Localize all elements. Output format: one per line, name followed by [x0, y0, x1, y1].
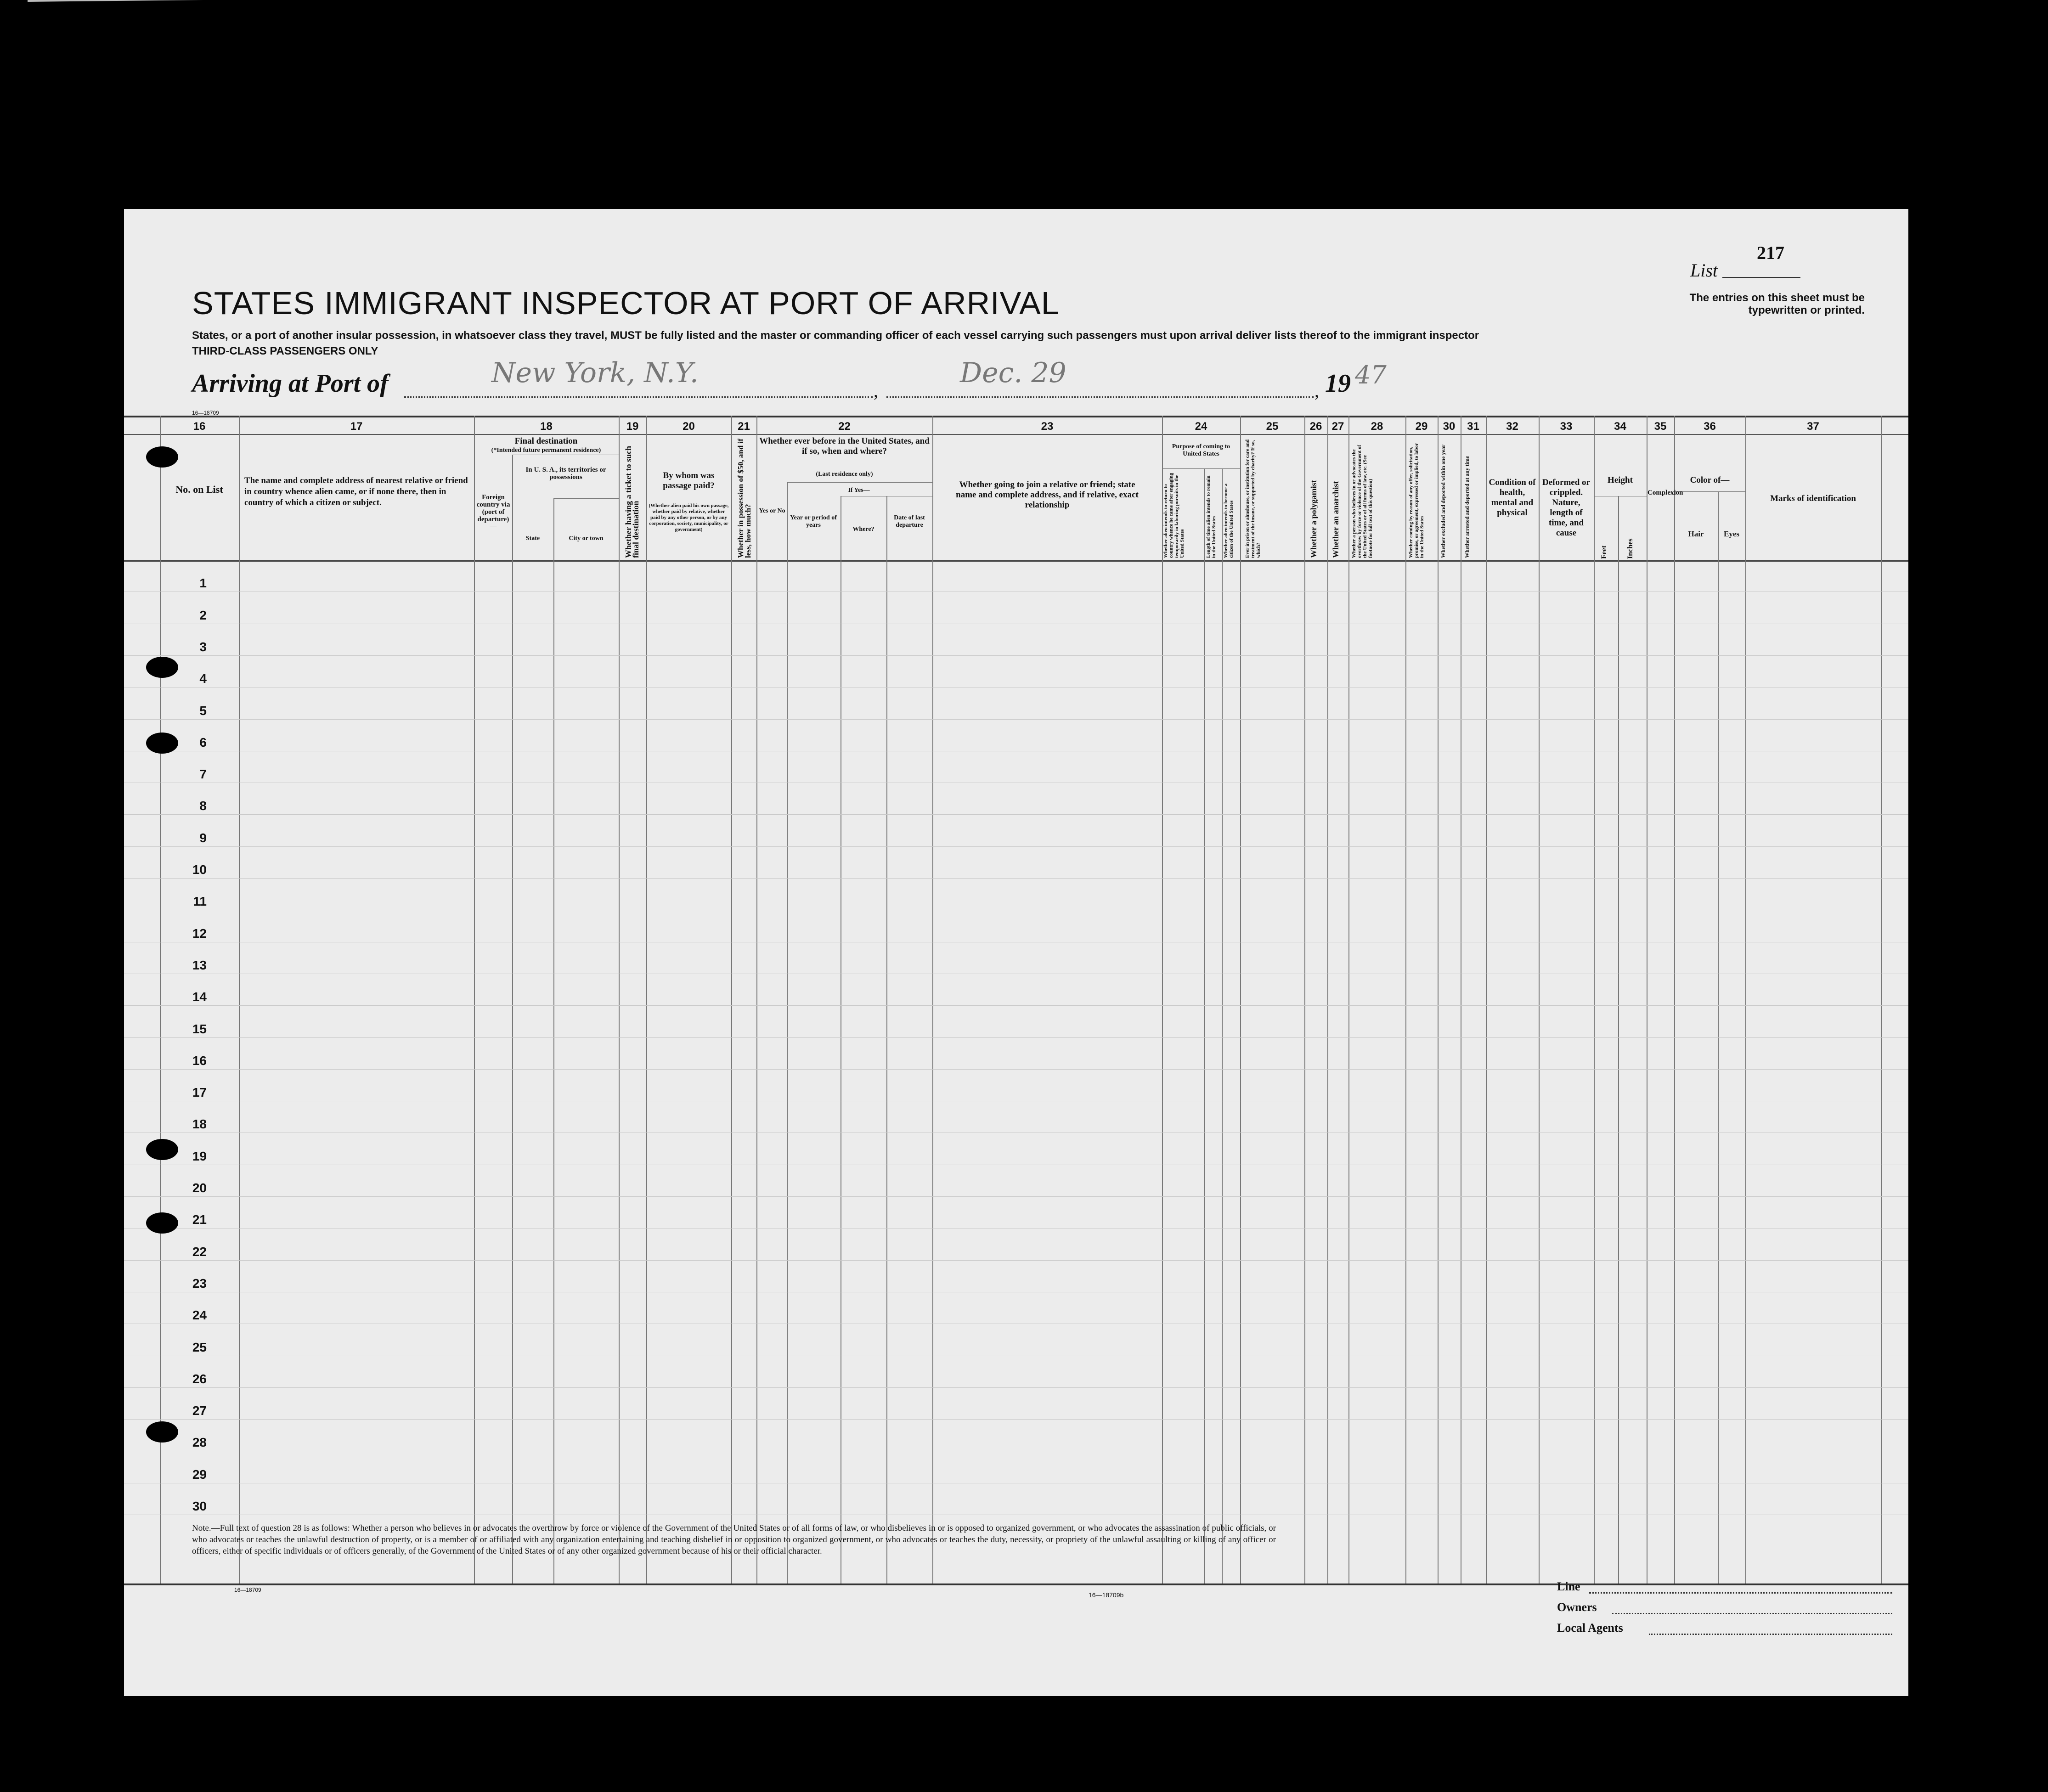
- col-32-header: Condition of health, mental and physical: [1489, 478, 1536, 518]
- row-line: [124, 719, 1908, 720]
- col-22-note: (Last residence only): [816, 471, 873, 478]
- row-number: 24: [192, 1308, 207, 1323]
- row-number: 2: [199, 608, 207, 622]
- footnote-question-28: Note.—Full text of question 28 is as follows: Whether a person who believes in or advocates the overthrow by force or violence of the Government of the United States or of all forms of law, or who disbelieves in or is opposed to organized government, or who advocates the assassination of public officials, or who advocates or teaches the unlawful destruction of property, or is a member of or affiliated with any organization entertaining and teaching disbelief in or opposition to organized government, or who advocates or teaches the duty, necessity, or propriety of the unlawful assaulting or killing of any officer or officers, either of specific individuals or of officers generally, of the Government of the United States or of any other organized government because of his or their official character.: [192, 1523, 1276, 1556]
- col-num-17: 17: [350, 420, 363, 433]
- port-line: [404, 396, 873, 398]
- row-number: 19: [192, 1149, 207, 1163]
- row-number: 22: [192, 1244, 207, 1259]
- row-number: 30: [192, 1499, 207, 1513]
- row-number: 13: [192, 958, 207, 972]
- col-num-16: 16: [193, 420, 206, 433]
- col-num-33: 33: [1560, 420, 1573, 433]
- line-label: Line: [1557, 1580, 1580, 1593]
- owners-field[interactable]: [1612, 1613, 1892, 1614]
- col-36-hair: Hair: [1688, 530, 1704, 538]
- col-num-21: 21: [738, 420, 750, 433]
- row-number: 28: [192, 1435, 207, 1450]
- col-num-34: 34: [1614, 420, 1626, 433]
- manifest-table: [124, 416, 1908, 1583]
- row-number: 1: [199, 576, 207, 591]
- row-line: [124, 1387, 1908, 1388]
- col-25-header: Ever in prison or almshouse, or institution for care and treatment of the insane, or supported by charity? If so, which?: [1245, 439, 1261, 558]
- col-20-note: (Whether alien paid his own passage, whether paid by relative, whether paid by any other person, or by any corporation, society, municipality, or government): [649, 503, 729, 532]
- form-title: STATES IMMIGRANT INSPECTOR AT PORT OF ARRIVAL: [192, 285, 1060, 321]
- col-22-yesno: Yes or No: [759, 507, 785, 514]
- col-num-26: 26: [1309, 420, 1322, 433]
- port-handwritten: New York, N.Y.: [491, 357, 699, 389]
- year-handwritten: 47: [1355, 361, 1387, 389]
- col-24-citizen: Whether alien intends to become a citizen of the United States: [1223, 483, 1234, 558]
- footer-form-code: 16—18709b: [1089, 1591, 1124, 1599]
- row-line: [124, 655, 1908, 656]
- binder-hole: [146, 657, 178, 678]
- arriving-label: Arriving at Port of: [192, 369, 389, 398]
- col-22-date: Date of last departure: [894, 514, 925, 529]
- binder-hole: [146, 1139, 178, 1160]
- binder-hole: [146, 1421, 178, 1443]
- binder-hole: [146, 446, 178, 468]
- col-24-length: Length of time alien intends to remain in the United States: [1206, 475, 1217, 558]
- row-line: [124, 1419, 1908, 1420]
- col-num-25: 25: [1266, 420, 1279, 433]
- col-18-city: City or town: [569, 535, 604, 542]
- binder-hole: [146, 733, 178, 754]
- col-num-37: 37: [1807, 420, 1819, 433]
- form-code: 16—18709: [192, 410, 219, 416]
- col-24-header: Purpose of coming to United States: [1172, 443, 1230, 457]
- row-number: 6: [199, 735, 207, 749]
- row-line: [124, 814, 1908, 815]
- col-22-ifyes: If Yes—: [848, 487, 870, 494]
- row-line: [124, 1196, 1908, 1197]
- list-label: List: [1690, 260, 1718, 281]
- col-16-header: No. on List: [175, 484, 223, 495]
- col-20-header: By whom was passage paid?: [663, 471, 715, 490]
- col-37-header: Marks of identification: [1770, 494, 1856, 503]
- row-line: [124, 1260, 1908, 1261]
- col-22-header: Whether ever before in the United States, and if so, when and where?: [759, 436, 930, 456]
- col-18-state: State: [525, 535, 540, 542]
- col-33-header: Deformed or crippled. Nature, length of time, and cause: [1542, 478, 1590, 538]
- col-21-header: Whether in possession of $50, and if less, how much?: [736, 439, 752, 558]
- col-24-return: Whether alien intends to return to country whence he came after engaging temporarily in laboring pursuits in the United States: [1163, 473, 1185, 558]
- row-number: 9: [199, 830, 207, 845]
- row-number: 10: [192, 862, 207, 877]
- row-number: 8: [199, 799, 207, 813]
- col-22-period: Year or period of years: [790, 514, 837, 529]
- col-num-18: 18: [540, 420, 553, 433]
- col-18-header: Final destination: [514, 436, 578, 446]
- row-number: 23: [192, 1276, 207, 1290]
- row-number: 5: [199, 703, 207, 718]
- date-line: [886, 396, 1314, 398]
- row-number: 18: [192, 1117, 207, 1132]
- year-prefix: 19: [1325, 369, 1351, 398]
- row-line: [124, 878, 1908, 879]
- col-18-note: (*Intended future permanent residence): [491, 447, 601, 454]
- col-35-header: Complexion: [1647, 489, 1683, 496]
- typewritten-note: The entries on this sheet must be typewritten or printed.: [1689, 292, 1865, 316]
- binder-hole: [146, 1212, 178, 1234]
- row-number: 20: [192, 1181, 207, 1195]
- col-34-inches: Inches: [1626, 538, 1634, 559]
- col-34-header: Height: [1608, 475, 1633, 485]
- col-34-feet: Feet: [1600, 545, 1608, 559]
- col-num-30: 30: [1443, 420, 1456, 433]
- col-26-header: Whether a polygamist: [1309, 480, 1318, 558]
- col-num-32: 32: [1506, 420, 1518, 433]
- row-line: [124, 1005, 1908, 1006]
- row-number: 7: [199, 767, 207, 782]
- grid-form-code: 16—18709: [234, 1587, 261, 1593]
- row-number: 12: [192, 926, 207, 941]
- line-field[interactable]: [1589, 1592, 1892, 1594]
- row-number: 25: [192, 1340, 207, 1354]
- col-num-36: 36: [1704, 420, 1716, 433]
- list-number: 217: [1757, 242, 1784, 263]
- row-number: 26: [192, 1371, 207, 1386]
- owners-label: Owners: [1557, 1600, 1597, 1614]
- date-handwritten: Dec. 29: [960, 357, 1066, 389]
- row-line: [124, 1069, 1908, 1070]
- form-instructions: States, or a port of another insular possession, in whatsoever class they travel, MUST be fully listed and the master or commanding officer of each vessel carrying such passengers must upon arrival deliver lists thereof to the immigrant inspector: [192, 329, 1479, 342]
- row-number: 27: [192, 1403, 207, 1418]
- col-17-header: The name and complete address of nearest relative or friend in country whence alien came, or if none there, then in country of which a citizen or subject.: [244, 476, 468, 507]
- scan-edge-line: [28, 0, 2048, 57]
- col-36-header: Color of—: [1690, 475, 1730, 485]
- row-number: 3: [199, 639, 207, 654]
- row-number: 14: [192, 990, 207, 1004]
- col-23-header: Whether going to join a relative or friend; state name and complete address, and if relative, exact relationship: [956, 480, 1139, 510]
- manifest-sheet: STATES IMMIGRANT INSPECTOR AT PORT OF ARRIVAL States, or a port of another insular possession, in whatsoever class they travel, MUST be fully listed and the master or commanding officer of each vessel carrying such passengers must upon arrival deliver lists thereof to the immigrant inspector THIRD-CLASS PASSENGERS ONLY 217 List The entries on this sheet must be typewritten or printed. Arriving at Port of New York, N.Y. , Dec. 29 , 19 47 16—18709 1 2 3 4 5 6 7 8 9 10 11 12 13 14 15 16 17 18 19 20 21 22 23 24 25 26 27 28 29 30 16 17 18 19 20 21 22 23 24 25 26 27 28 29 30 31 32 33 34 35 36 37 No. on List The name and complete address of nearest relative or friend in country whence alien came, or if none there, then in country of which a citizen or subject. Final destination (*Intended future permanent residence) Foreign country via (port of departure)— In U. S. A., its territories or possessions State City or town Whether having a ticket to such final destination By whom was passage paid? (Whether alien paid his own passage, whether paid by relative, whether paid by any other person, or by any corporation, society, municipality, or government) Whether in possession of $50, and if less, how much? Whether ever before in the United States, and if so, when and where? (Last residence only) If Yes— Yes or No Year or period of years Where? Date of last departure Whether going to join a relative or friend; state name and complete address, and if relative, exact relationship Purpose of coming to United States Whether alien intends to return to country whence he came after engaging temporarily in laboring pursuits in the United States Length of time alien intends to remain in the United States Whether alien intends to become a citizen of the United States Ever in prison or almshouse, or institution for care and treatment of the insane, or supported by charity? If so, which? Whether a polygamist Whether an anarchist Whether a person who believes in or advocates the overthrow by force or violence of the Government of the United States or of all forms of law, etc. (See footnote for full text of this question) Whether coming by reason of any offer, solicitation, promise, or agreement, expressed or implied, to labor in the United States Whether excluded and deported within one year Whether arrested and deported at any time Condition of health, mental and physical Deformed or crippled. Nature, length of time, and cause Height Feet Inches Complexion Color of— Hair Eyes Marks of identification 16—18709 Note.—Full text of question 28 is as follows: Whether a person who believes in or advocates the overthrow by force or violence of the Government of the United States or of all forms of law, or who disbelieves in or is opposed to organized government, or who advocates the assassination of public officials, or who advocates or teaches the unlawful destruction of property, or is a member of or affiliated with any organization entertaining and teaching disbelief in or opposition to organized government, or who advocates or teaches the duty, necessity, or propriety of the unlawful assaulting or killing of any officer or officers, either of specific individuals or of officers generally, of the Government of the United States or of any other organized government because of his or their official character. 16—18709b Line Owners Local Agents: [124, 209, 1908, 1696]
- col-18-foreign: Foreign country via (port of departure)—: [476, 494, 510, 530]
- col-num-24: 24: [1195, 420, 1207, 433]
- col-num-31: 31: [1467, 420, 1479, 433]
- col-num-35: 35: [1654, 420, 1667, 433]
- col-num-27: 27: [1331, 420, 1344, 433]
- col-30-header: Whether excluded and deported within one year: [1440, 444, 1446, 558]
- row-number: 11: [193, 894, 207, 909]
- col-num-23: 23: [1041, 420, 1054, 433]
- col-num-22: 22: [838, 420, 851, 433]
- col-num-29: 29: [1415, 420, 1428, 433]
- row-number: 21: [192, 1212, 207, 1227]
- col-22-where: Where?: [852, 526, 874, 533]
- row-number: 4: [199, 671, 207, 686]
- row-number: 16: [192, 1053, 207, 1068]
- col-num-20: 20: [683, 420, 695, 433]
- col-18-usa: In U. S. A., its territories or possessions: [525, 466, 606, 481]
- col-31-header: Whether arrested and deported at any time: [1464, 456, 1470, 558]
- row-line: [124, 846, 1908, 847]
- row-number: 17: [192, 1085, 207, 1100]
- local-agents-label: Local Agents: [1557, 1621, 1623, 1634]
- passenger-class: THIRD-CLASS PASSENGERS ONLY: [192, 345, 378, 357]
- row-line: [124, 1037, 1908, 1038]
- local-agents-field[interactable]: [1649, 1634, 1892, 1635]
- col-num-28: 28: [1371, 420, 1383, 433]
- col-36-eyes: Eyes: [1724, 530, 1739, 538]
- col-29-header: Whether coming by reason of any offer, solicitation, promise, or agreement, expressed or implied, to labor in the United States: [1408, 443, 1425, 558]
- col-28-header: Whether a person who believes in or advocates the overthrow by force or violence of the Government of the United States or of all forms of law, etc. (See footnote for full text of this question): [1351, 445, 1373, 558]
- col-19-header: Whether having a ticket to such final destination: [624, 445, 640, 558]
- row-number: 29: [192, 1467, 207, 1482]
- col-27-header: Whether an anarchist: [1331, 481, 1340, 558]
- list-underline: [1722, 277, 1800, 278]
- col-num-19: 19: [626, 420, 639, 433]
- row-number: 15: [192, 1021, 207, 1036]
